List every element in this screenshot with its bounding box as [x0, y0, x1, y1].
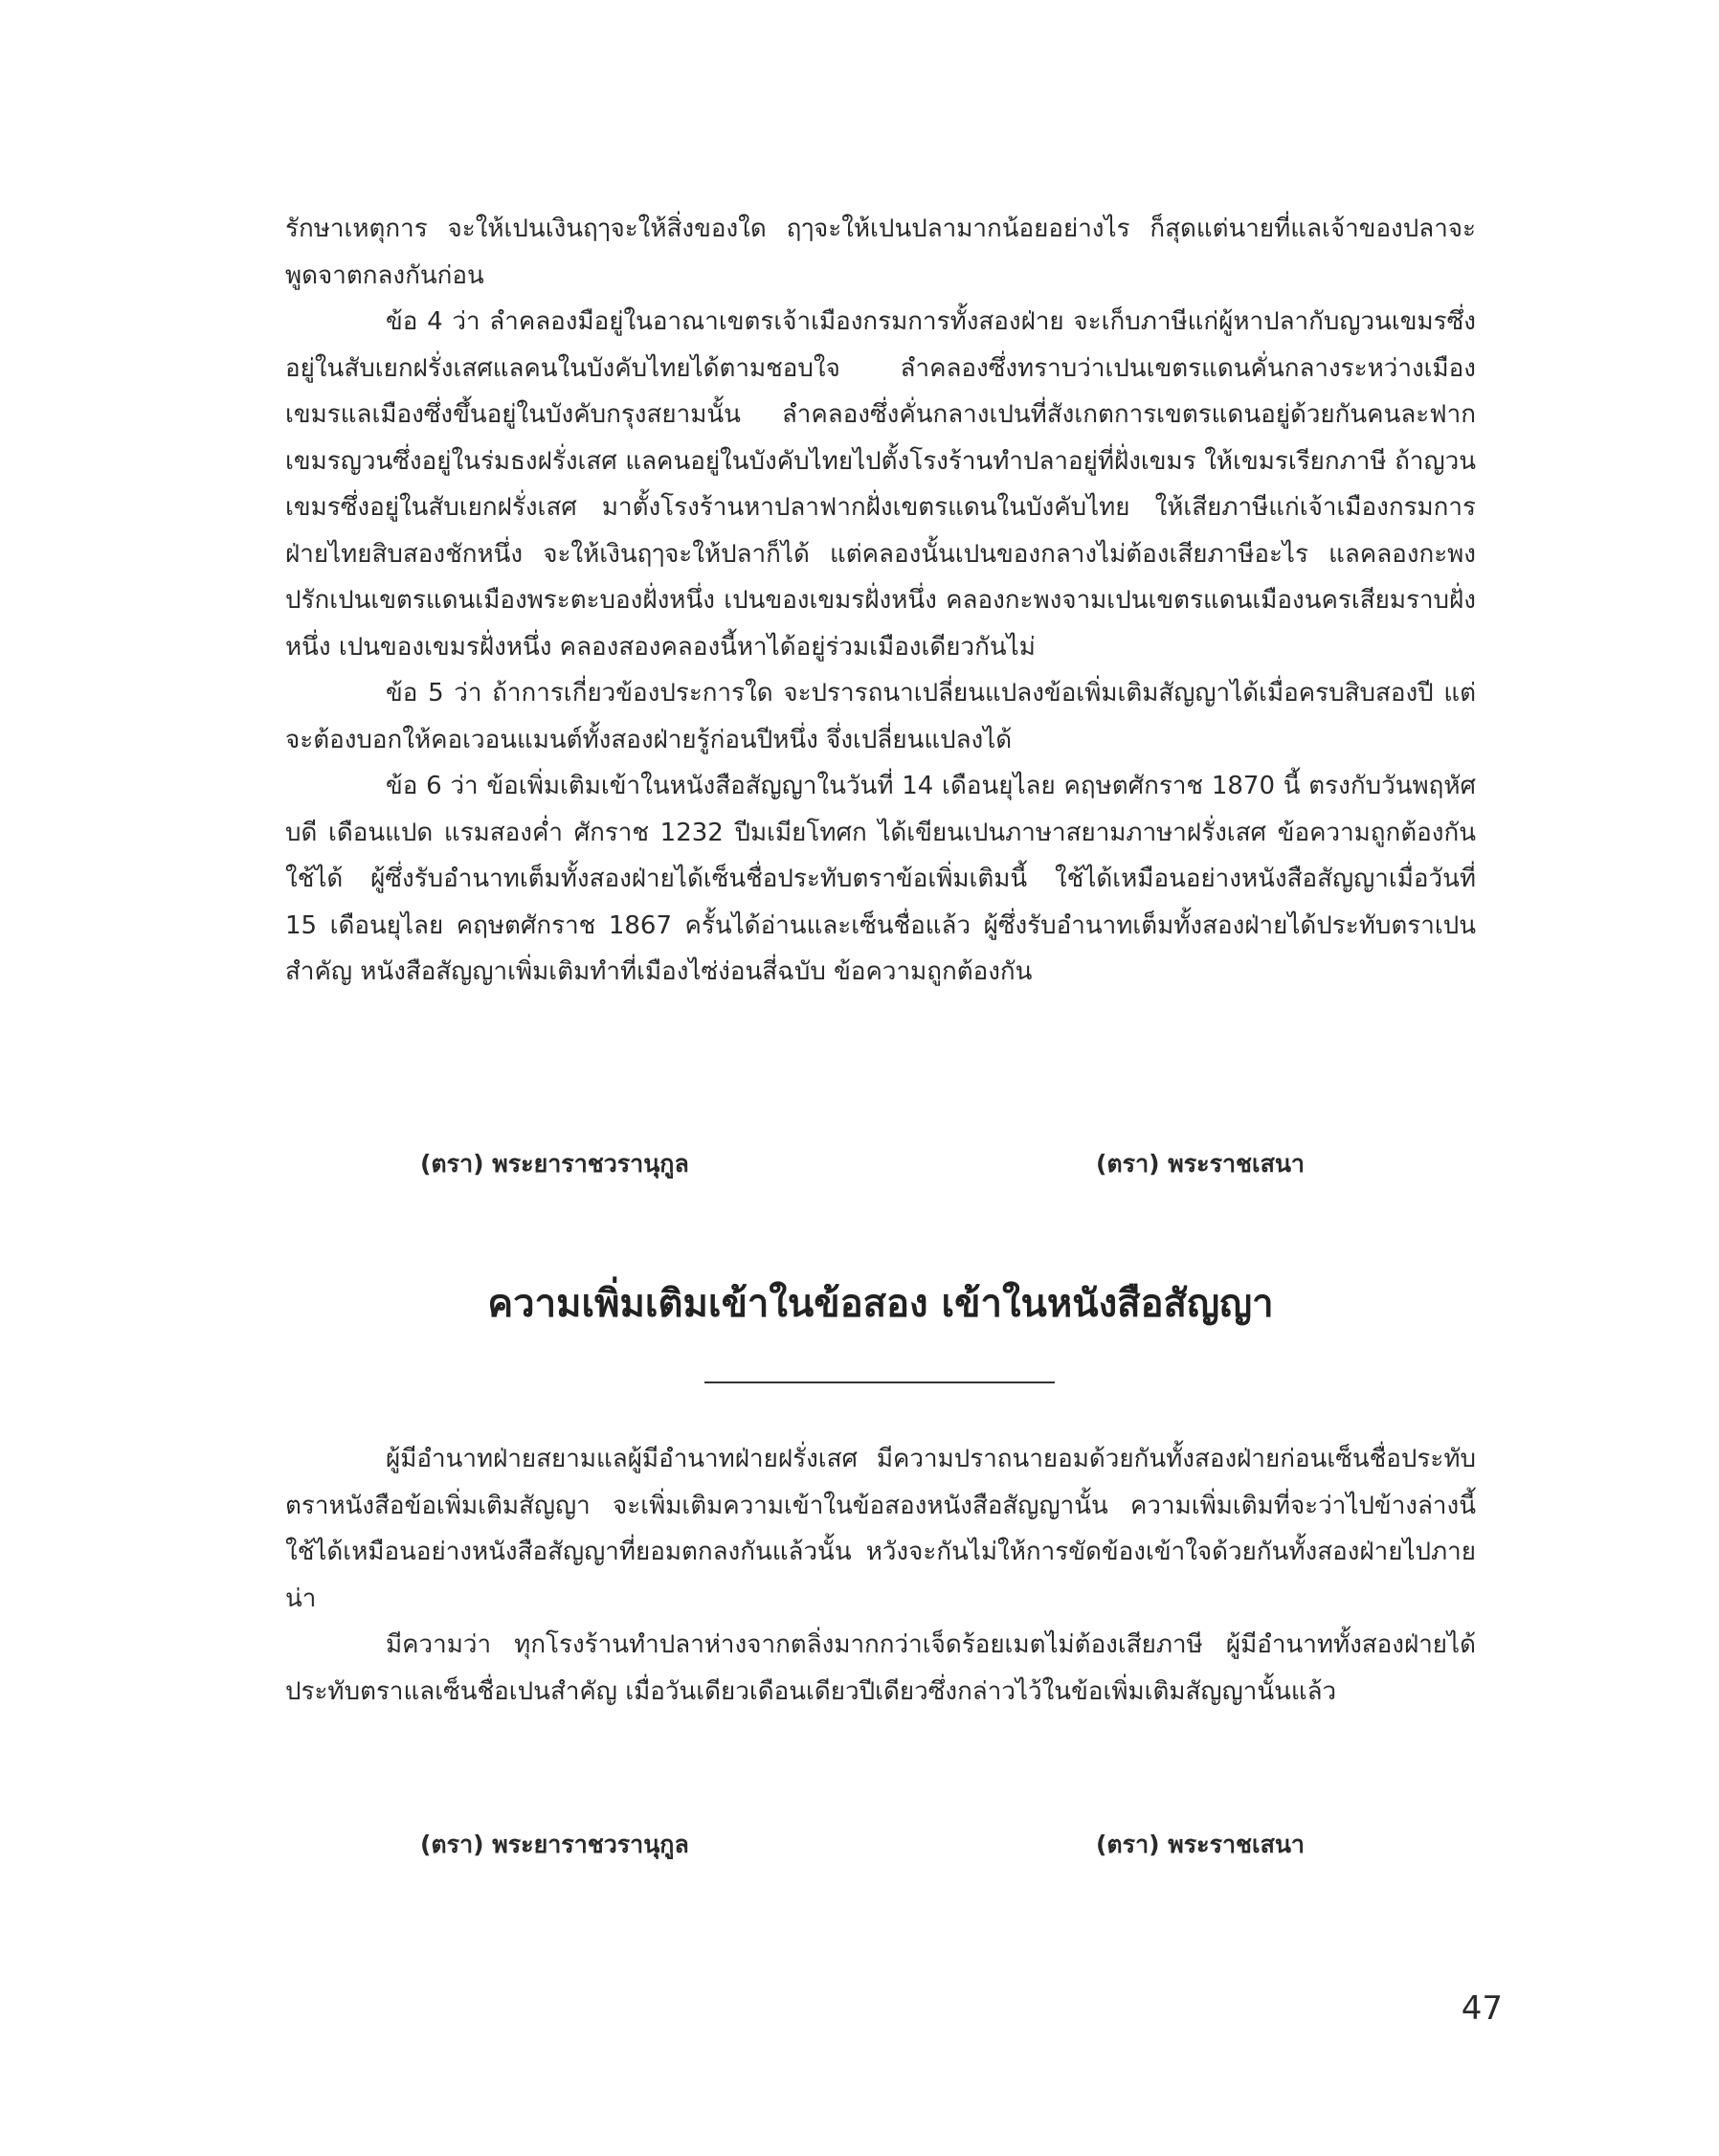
paragraph-continuation: รักษาเหตุการ จะให้เปนเงินฤๅจะให้สิ่งของใด ฤๅจะให้เปนปลามากน้อยอย่างไร ก็สุดแต่นายที่แลเจ้าของปลาจะพูดจาตกลงกันก่อน — [285, 214, 1476, 290]
paragraph-article-4: ข้อ 4 ว่า ลำคลองมือยู่ในอาณาเขตรเจ้าเมืองกรมการทั้งสองฝ่าย จะเก็บภาษีแก่ผู้หาปลากับญวนเขมรซึ่งอยู่ในสับเยกฝรั่งเสศแลคนในบังคับไทยได้ตามชอบใจ ลำคลองซึ่งทราบว่าเปนเขตรแดนคั่นกลางระหว่างเมืองเขมรแลเมืองซึ่งขึ้นอยู่ในบังคับกรุงสยามนั้น ลำคลองซึ่งคั่นกลางเปนที่สังเกตการเขตรแดนอยู่ด้วยกันคนละฟาก เขมรญวนซึ่งอยู่ในร่มธงฝรั่งเสศ แลคนอยู่ในบังคับไทยไปตั้งโรงร้านทำปลาอยู่ที่ฝั่งเขมร ให้เขมรเรียกภาษี ถ้าญวนเขมรซึ่งอยู่ในสับเยกฝรั่งเสศ มาตั้งโรงร้านหาปลาฟากฝั่งเขตรแดนในบังคับไทย ให้เสียภาษีแก่เจ้าเมืองกรมการฝ่ายไทยสิบสองชักหนึ่ง จะให้เงินฤๅจะให้ปลาก็ได้ แต่คลองนั้นเปนของกลางไม่ต้องเสียภาษีอะไร แลคลองกะพงปรักเปนเขตรแดนเมืองพระตะบองฝั่งหนึ่ง เปนของเขมรฝั่งหนึ่ง คลองกะพงจามเปนเขตรแดนเมืองนครเสียมราบฝั่งหนึ่ง เปนของเขมรฝั่งหนึ่ง คลองสองคลองนี้หาได้อยู่ร่วมเมืองเดียวกันไม่ — [285, 307, 1476, 662]
signature-row — [285, 1145, 1476, 1183]
signature-left: (ตรา) พระยาราชวรานุกูล — [420, 1830, 689, 1858]
signature-row — [285, 1826, 1476, 1864]
page-number: 47 — [1461, 1989, 1503, 2028]
signature-left: (ตรา) พระยาราชวรานุกูล — [420, 1150, 689, 1178]
section-title: ความเพิ่มเติมเข้าในข้อสอง เข้าในหนังสือสัญญา — [487, 1281, 1274, 1326]
paragraph-article-6: ข้อ 6 ว่า ข้อเพิ่มเติมเข้าในหนังสือสัญญาในวันที่ 14 เดือนยุไลย คฤษตศักราช 1870 นี้ ตรงกับวันพฤหัศบดี เดือนแปด แรมสองค่ำ ศักราช 1232 ปีมเมียโทศก ได้เขียนเปนภาษาสยามภาษาฝรั่งเสศ ข้อความถูกต้องกันใช้ได้ ผู้ซึ่งรับอำนาทเต็มทั้งสองฝ่ายได้เซ็นชื่อประทับตราข้อเพิ่มเติมนี้ ใช้ได้เหมือนอย่างหนังสือสัญญาเมื่อวันที่ 15 เดือนยุไลย คฤษตศักราช 1867 ครั้นได้อ่านและเซ็นชื่อแล้ว ผู้ซึ่งรับอำนาทเต็มทั้งสองฝ่ายได้ประทับตราเปนสำคัญ หนังสือสัญญาเพิ่มเติมทำที่เมืองไซ่ง่อนสี่ฉบับ ข้อความถูกต้องกัน — [285, 772, 1476, 986]
paragraph-addendum-content: มีความว่า ทุกโรงร้านทำปลาห่างจากตลิ่งมากกว่าเจ็ดร้อยเมตไม่ต้องเสียภาษี ผู้มีอำนาททั้งสองฝ่ายได้ประทับตราแลเซ็นชื่อเปนสำคัญ เมื่อวันเดียวเดือนเดียวปีเดียวซึ่งกล่าวไว้ในข้อเพิ่มเติมสัญญานั้นแล้ว — [285, 1630, 1476, 1706]
signature-right: (ตรา) พระราชเสนา — [1096, 1830, 1305, 1858]
title-underline-divider — [704, 1381, 1055, 1383]
paragraph-addendum-intro: ผู้มีอำนาทฝ่ายสยามแลผู้มีอำนาทฝ่ายฝรั่งเสศ มีความปราถนายอมด้วยกันทั้งสองฝ่ายก่อนเซ็นชื่อประทับตราหนังสือข้อเพิ่มเติมสัญญา จะเพิ่มเติมความเข้าในข้อสองหนังสือสัญญานั้น ความเพิ่มเติมที่จะว่าไปข้างล่างนี้ใช้ได้เหมือนอย่างหนังสือสัญญาที่ยอมตกลงกันแล้วนั้น หวังจะกันไม่ให้การขัดข้องเข้าใจด้วยกันทั้งสองฝ่ายไปภายน่า — [285, 1445, 1476, 1613]
body-text-top — [285, 206, 1476, 996]
paragraph-article-5: ข้อ 5 ว่า ถ้าการเกี่ยวข้องประการใด จะปรารถนาเปลี่ยนแปลงข้อเพิ่มเติมสัญญาได้เมื่อครบสิบสองปี แต่จะต้องบอกให้คอเวอนแมนต์ทั้งสองฝ่ายรู้ก่อนปีหนึ่ง จึ่งเปลี่ยนแปลงได้ — [285, 679, 1476, 754]
body-text-bottom — [285, 1436, 1476, 1715]
signature-right: (ตรา) พระราชเสนา — [1096, 1150, 1305, 1178]
